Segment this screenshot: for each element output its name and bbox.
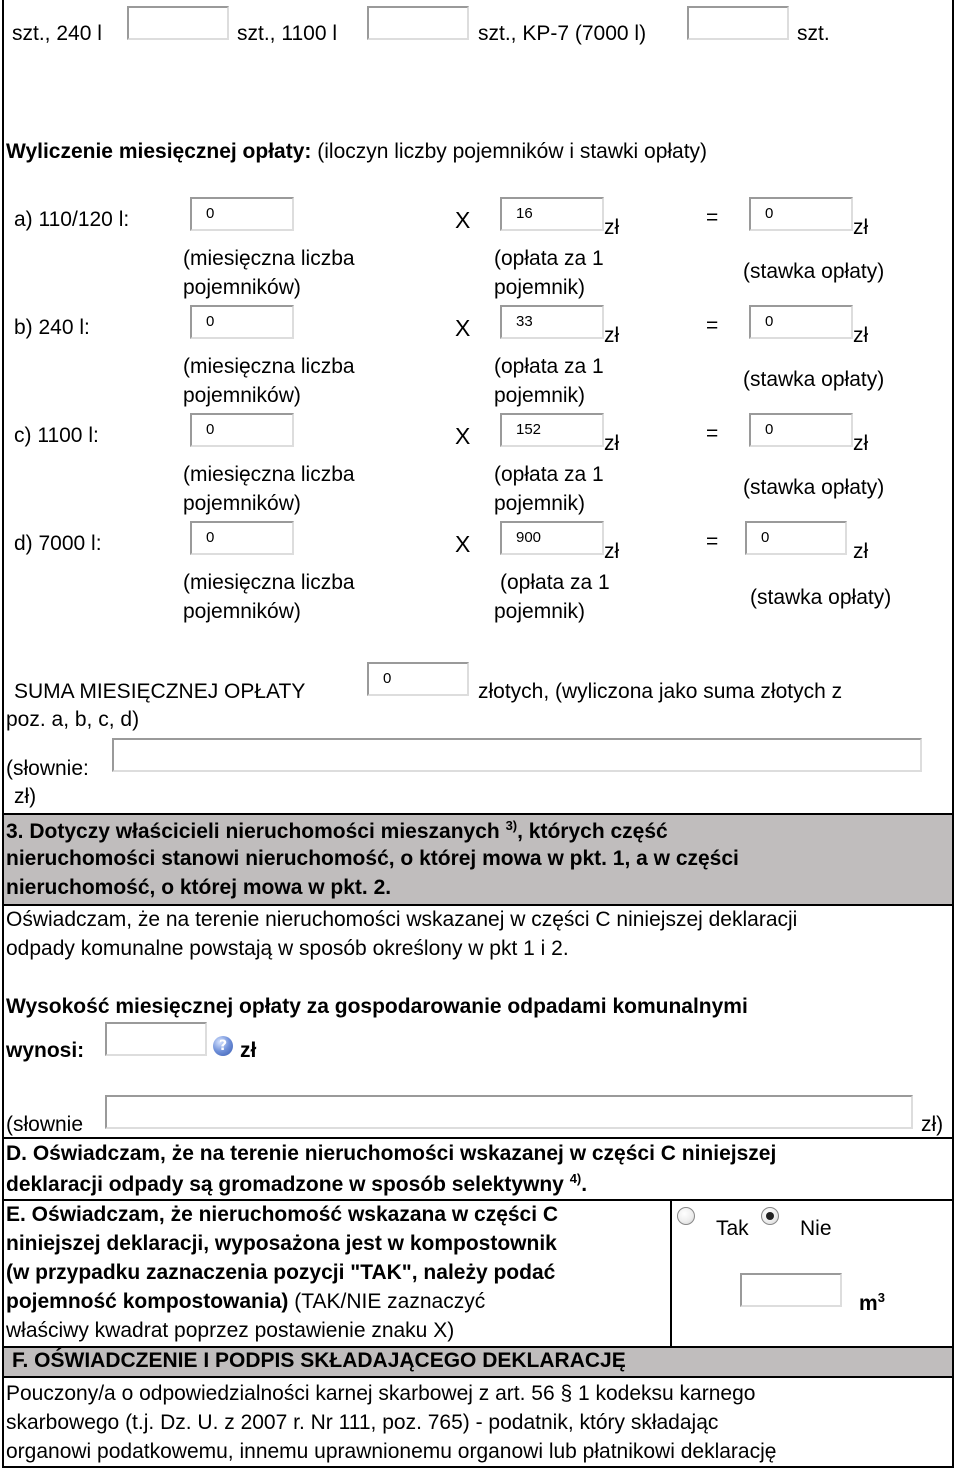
count-input-1100[interactable] <box>367 6 469 40</box>
row-b-multiply: X <box>455 315 471 341</box>
suma-after: złotych, (wyliczona jako suma złotych z <box>478 680 843 703</box>
section3-fee-line1: Wysokość miesięcznej opłaty za gospodarowanie odpadami komunalnymi <box>6 995 748 1018</box>
row-c-count-input[interactable]: 0 <box>190 413 294 447</box>
count-label-szt: szt. <box>797 22 830 45</box>
row-b-rate-caption: (stawka opłaty) <box>743 368 885 391</box>
row-b-label: b) 240 l: <box>14 316 90 339</box>
section3-line2: nieruchomości stanowi nieruchomość, o której mowa w pkt. 1, a w części <box>6 847 739 870</box>
count-input-kp7[interactable] <box>687 6 789 40</box>
suma-slownie-input[interactable] <box>112 738 922 772</box>
row-b-result-currency: zł <box>853 324 869 347</box>
section3-fee-line2: wynosi: <box>6 1039 85 1062</box>
row-b-count-caption: (miesięczna liczba pojemników) <box>183 355 355 407</box>
section3-fee-currency: zł <box>240 1039 257 1062</box>
suma-input[interactable]: 0 <box>367 662 469 696</box>
compost-capacity-input[interactable] <box>740 1273 842 1307</box>
row-a-equals: = <box>706 206 719 229</box>
row-a-fee-caption: (opłata za 1 pojemnik) <box>494 247 604 299</box>
row-a-rate-caption: (stawka opłaty) <box>743 260 885 283</box>
row-c-equals: = <box>706 422 719 445</box>
section-d-line1: D. Oświadczam, że na terenie nieruchomości wskazanej w części C niniejszej <box>6 1142 777 1165</box>
row-d-fee-input[interactable]: 900 <box>500 521 604 555</box>
section3-stmt1: Oświadczam, że na terenie nieruchomości wskazanej w części C niniejszej deklaracji <box>6 908 798 931</box>
row-d-result-input[interactable]: 0 <box>745 521 847 555</box>
section-e-line4: pojemność kompostowania) (TAK/NIE zaznaczyć <box>6 1290 486 1313</box>
row-c-multiply: X <box>455 423 471 449</box>
row-d-fee-currency: zł <box>604 540 620 563</box>
section-d-line2: deklaracji odpady są gromadzone w sposób selektywny $^{4)}$. <box>6 1171 588 1196</box>
count-label-240: szt., 240 l <box>12 22 102 45</box>
row-c-fee-caption: (opłata za 1 pojemnik) <box>494 463 604 515</box>
count-label-1100: szt., 1100 l <box>237 22 337 45</box>
row-c-result-input[interactable]: 0 <box>749 413 853 447</box>
calc-heading-bold: Wyliczenie miesięcznej opłaty: <box>6 140 312 163</box>
count-input-240[interactable] <box>127 6 229 40</box>
section3-zl-close: zł) <box>921 1113 944 1136</box>
row-d-result-currency: zł <box>853 540 869 563</box>
row-c-rate-caption: (stawka opłaty) <box>743 476 885 499</box>
section3-line3: nieruchomość, o której mowa w pkt. 2. <box>6 876 392 899</box>
row-d-fee-caption: (opłata za 1 pojemnik) <box>494 571 610 623</box>
row-a-result-input[interactable]: 0 <box>749 197 853 231</box>
row-d-count-caption: (miesięczna liczba pojemników) <box>183 571 355 623</box>
section3-stmt2: odpady komunalne powstają w sposób określony w pkt 1 i 2. <box>6 937 569 960</box>
section-e-line5: właściwy kwadrat poprzez postawienie znaku X) <box>6 1319 455 1342</box>
radio-nie[interactable] <box>761 1207 779 1225</box>
row-a-count-caption: (miesięczna liczba pojemników) <box>183 247 355 299</box>
row-b-result-input[interactable]: 0 <box>749 305 853 339</box>
row-a-count-input[interactable]: 0 <box>190 197 294 231</box>
radio-tak-label: Tak <box>716 1217 749 1240</box>
row-b-fee-caption: (opłata za 1 pojemnik) <box>494 355 604 407</box>
radio-nie-label: Nie <box>800 1217 832 1240</box>
row-c-count-caption: (miesięczna liczba pojemników) <box>183 463 355 515</box>
section3-line1: 3. Dotyczy właścicieli nieruchomości mieszanych $^{3)}$, których część <box>6 818 668 843</box>
row-d-equals: = <box>706 530 719 553</box>
row-a-result-currency: zł <box>853 216 869 239</box>
suma-zl-close: zł) <box>14 785 37 808</box>
section3-slownie-input[interactable] <box>105 1095 913 1129</box>
row-a-label: a) 110/120 l: <box>14 208 130 231</box>
section-d-divider <box>2 1137 954 1139</box>
section-e-vdivider <box>670 1199 672 1346</box>
suma-line2: poz. a, b, c, d) <box>6 708 140 731</box>
section-e-line2: niniejszej deklaracji, wyposażona jest w kompostownik <box>6 1232 557 1255</box>
row-a-fee-currency: zł <box>604 216 620 239</box>
capacity-unit: $m^3$ <box>859 1290 885 1315</box>
row-c-fee-input[interactable]: 152 <box>500 413 604 447</box>
suma-slownie-label: (słownie: <box>6 757 89 780</box>
row-d-multiply: X <box>455 531 471 557</box>
section-e-divider <box>2 1199 954 1201</box>
radio-tak[interactable] <box>677 1207 695 1225</box>
suma-label: SUMA MIESIĘCZNEJ OPŁATY <box>14 680 306 703</box>
row-a-fee-input[interactable]: 16 <box>500 197 604 231</box>
help-icon[interactable]: ? <box>213 1036 233 1056</box>
row-d-rate-caption: (stawka opłaty) <box>750 586 892 609</box>
calc-heading <box>6 140 707 164</box>
row-b-fee-input[interactable]: 33 <box>500 305 604 339</box>
row-b-equals: = <box>706 314 719 337</box>
section3-slownie-label: (słownie <box>6 1113 84 1136</box>
calc-heading-rest: (iloczyn liczby pojemników i stawki opłaty) <box>317 140 708 163</box>
section-f-line1: Pouczony/a o odpowiedzialności karnej skarbowej z art. 56 § 1 kodeksu karnego <box>6 1382 756 1405</box>
section-e-line1: E. Oświadczam, że nieruchomość wskazana w części C <box>6 1203 559 1226</box>
row-c-fee-currency: zł <box>604 432 620 455</box>
row-b-count-input[interactable]: 0 <box>190 305 294 339</box>
row-c-result-currency: zł <box>853 432 869 455</box>
count-label-kp7: szt., KP-7 (7000 l) <box>478 22 647 45</box>
row-d-count-input[interactable]: 0 <box>190 521 294 555</box>
section-f-line3: organowi podatkowemu, innemu uprawnionemu organowi lub płatnikowi deklarację <box>6 1440 777 1463</box>
section-e-line3: (w przypadku zaznaczenia pozycji "TAK", należy podać <box>6 1261 556 1284</box>
section3-fee-input[interactable] <box>105 1022 207 1056</box>
row-b-fee-currency: zł <box>604 324 620 347</box>
row-a-multiply: X <box>455 207 471 233</box>
section-f-title: F. OŚWIADCZENIE I PODPIS SKŁADAJĄCEGO DEKLARACJĘ <box>12 1349 626 1372</box>
section-f-line2: skarbowego (t.j. Dz. U. z 2007 r. Nr 111, poz. 765) - podatnik, który składając <box>6 1411 719 1434</box>
row-d-label: d) 7000 l: <box>14 532 102 555</box>
row-c-label: c) 1100 l: <box>14 424 99 447</box>
